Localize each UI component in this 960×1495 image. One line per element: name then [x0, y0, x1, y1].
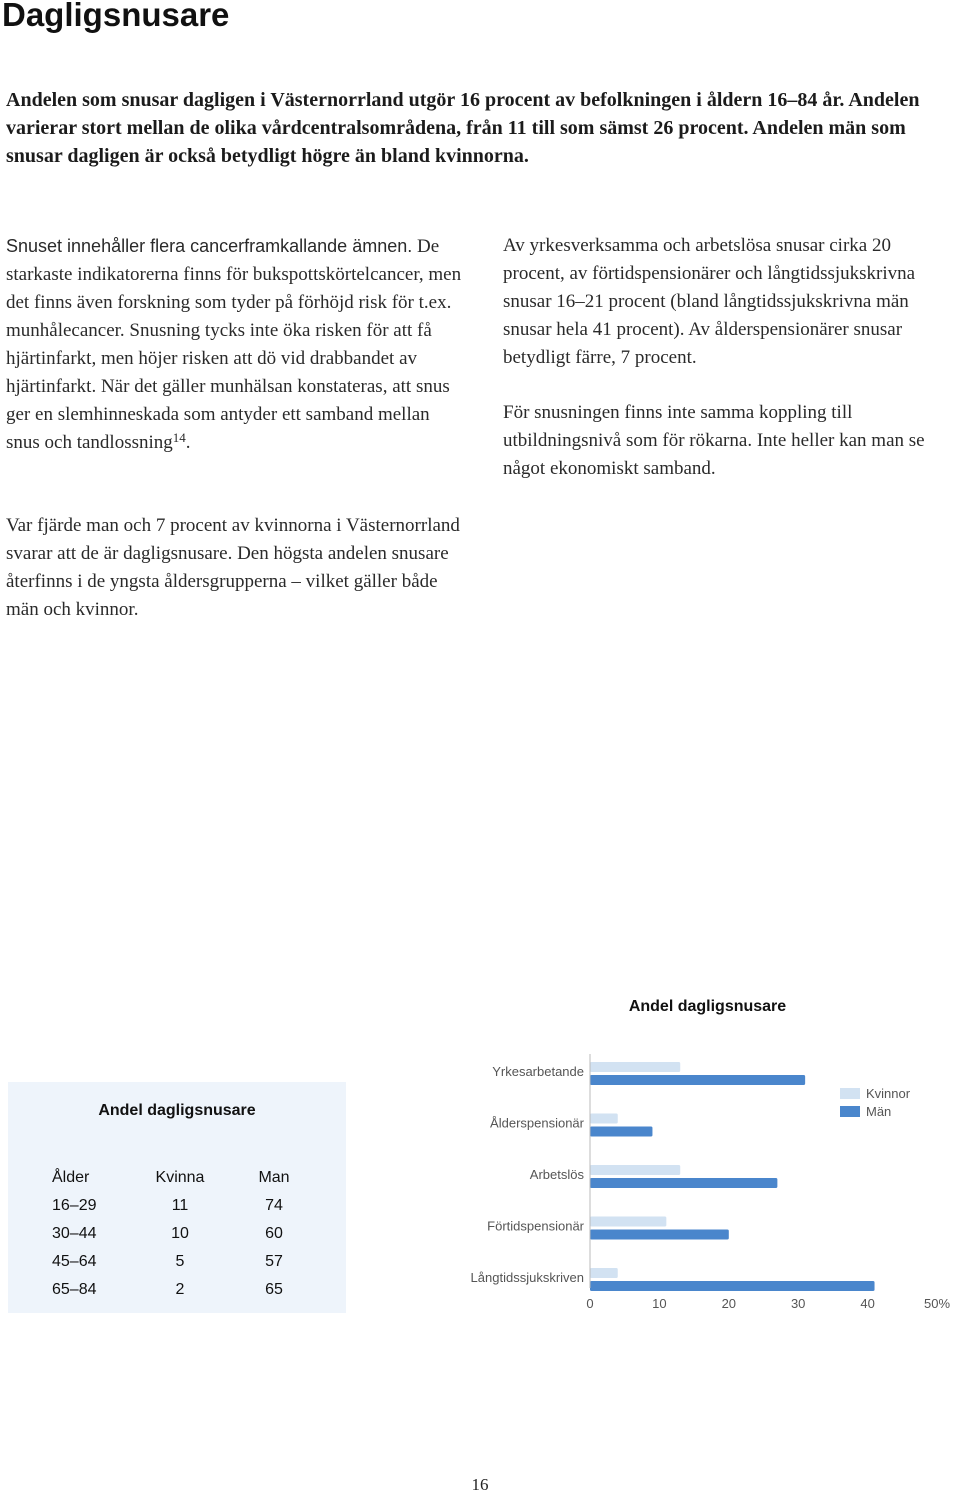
table-cell: 57: [265, 1253, 283, 1270]
table-cell: 11: [171, 1197, 189, 1214]
table-row: [52, 1276, 332, 1304]
bar-kvinnor: [590, 1268, 618, 1278]
right-column-paragraph-1: Av yrkesverksamma och arbetslösa snusar cirka 20 procent, av förtidspensionärer och långtidssjukskrivna snusar 16–21 procent (bland långtidssjukskrivna män snusar hela 41 procent). Av ålderspensionärer snusar betydligt färre, 7 procent.: [503, 235, 916, 368]
left-column-intro: Snuset innehåller flera cancerframkallande ämnen.: [6, 236, 413, 256]
x-tick-label: 0: [586, 1296, 594, 1311]
data-table-box: [8, 1082, 346, 1313]
chart-title: Andel dagligsnusare: [628, 998, 787, 1015]
lead-paragraph: Andelen som snusar dagligen i Västernorrland utgör 16 procent av befolkningen i åldern 16–84 år. Andelen varierar stort mellan de olika vårdcentralsområdena, från 11 till som sämst 26 procent. Andelen män som snusar dagligen är också betydligt högre än bland kvinnorna.: [6, 89, 920, 167]
bar-kvinnor: [590, 1165, 680, 1175]
legend-label: Män: [866, 1104, 892, 1119]
right-column-paragraph-2: För snusningen finns inte samma koppling till utbildningsnivå som för rökarna. Inte heller kan man se något ekonomiskt samband.: [503, 402, 925, 479]
table-header-row: [52, 1164, 332, 1192]
x-tick-label: 30: [790, 1296, 806, 1311]
bar-kvinnor: [590, 1114, 618, 1124]
bar-man: [590, 1281, 875, 1291]
bar-kvinnor: [590, 1217, 666, 1227]
table-cell: 74: [265, 1197, 283, 1214]
category-label: Långtidssjukskriven: [470, 1270, 584, 1285]
right-column: [503, 232, 955, 483]
bar-man: [590, 1127, 652, 1137]
table-cell: 5: [175, 1253, 185, 1270]
left-column-end: .: [185, 432, 191, 453]
bottom-paragraph: Var fjärde man och 7 procent av kvinnorna i Västernorrland svarar att de är dagligsnusare. Den högsta andelen snusare återfinns i de yngsta åldersgrupperna – vilket gäller både män och kvinnor.: [6, 515, 460, 620]
category-label: Förtidspensionär: [487, 1218, 584, 1234]
table-cell: 65–84: [52, 1281, 97, 1298]
table-cell: 16–29: [52, 1197, 97, 1214]
left-column: [6, 232, 468, 457]
table-row: [52, 1248, 332, 1276]
table-cell: 30–44: [52, 1225, 97, 1242]
table-row: [52, 1192, 332, 1220]
table-cell: 10: [171, 1225, 189, 1242]
x-tick-label: 40: [860, 1296, 875, 1311]
footnote-ref: 14: [172, 430, 186, 445]
table-cell: 2: [175, 1281, 185, 1298]
bar-man: [590, 1178, 777, 1188]
legend-swatch: [840, 1106, 860, 1117]
left-column-paragraph: [6, 232, 468, 457]
page-title: Dagligsnusare: [2, 0, 230, 33]
x-tick-label: 20: [721, 1296, 737, 1311]
table-cell: 45–64: [52, 1253, 97, 1270]
table-title: Andel dagligsnusare: [98, 1102, 256, 1119]
table-header-cell: Kvinna: [155, 1169, 205, 1186]
table-row: [52, 1220, 332, 1248]
bar-man: [590, 1075, 805, 1085]
page-number: 16: [471, 1475, 489, 1494]
table-header-cell: Ålder: [52, 1169, 90, 1186]
category-label: Yrkesarbetande: [492, 1064, 584, 1079]
category-label: Ålderspensionär: [490, 1115, 584, 1131]
table-cell: 60: [265, 1225, 283, 1242]
table-header-cell: Man: [258, 1169, 290, 1186]
table-cell: 65: [265, 1281, 283, 1298]
category-label: Arbetslös: [529, 1167, 584, 1182]
legend-swatch: [840, 1088, 860, 1099]
left-column-text: De starkaste indikatorerna finns för bukspottskörtelcancer, men det finns även forskning som tyder på förhöjd risk för t.ex. munhålecancer. Snusning tycks inte öka risken för att få hjärtinfarkt, men höjer risken att dö vid drabbandet av hjärtinfarkt. När det gäller munhälsan konstateras, att snus ger en slemhinneskada som antyder ett samband mellan snus och tandlossning: [6, 236, 462, 453]
data-table: [52, 1164, 332, 1304]
bar-man: [590, 1230, 729, 1240]
x-tick-label: 10: [652, 1296, 667, 1311]
x-tick-label: 50%: [923, 1296, 951, 1311]
bar-kvinnor: [590, 1062, 680, 1072]
bar-chart: [440, 1048, 955, 1323]
legend-label: Kvinnor: [866, 1086, 911, 1101]
